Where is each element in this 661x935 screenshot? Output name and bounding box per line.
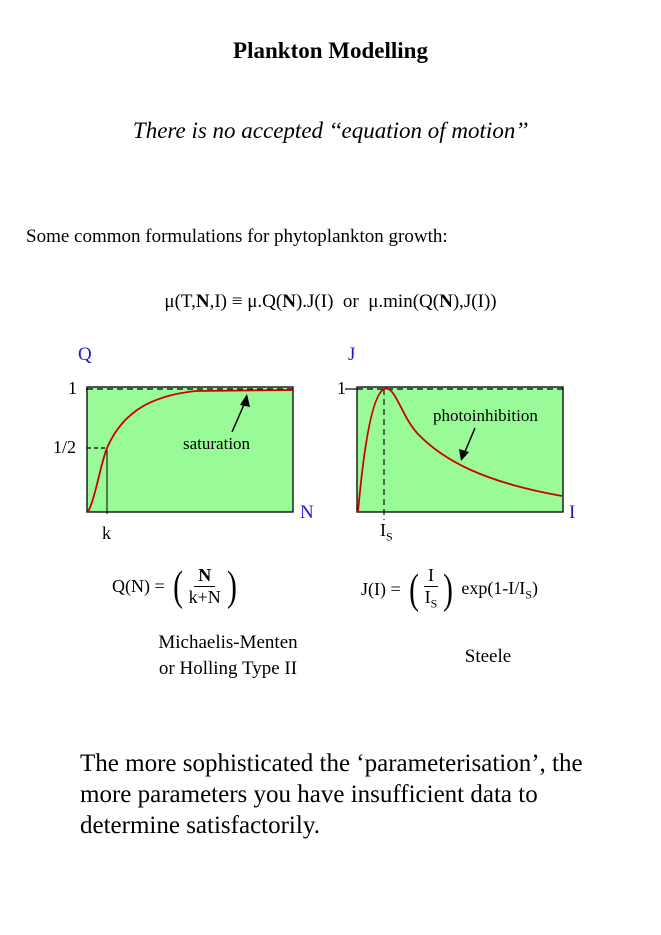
j-rhs-main: exp(1-I/I	[461, 577, 526, 598]
q-frac-num: N	[194, 565, 215, 587]
j-formula	[361, 565, 538, 615]
q-formula-close-paren: )	[226, 563, 237, 610]
j-tick-one: 1	[337, 378, 346, 398]
q-frac-den: k+N	[188, 587, 221, 607]
intro-text: Some common formulations for phytoplankton growth:	[26, 226, 448, 247]
saturation-label: saturation	[183, 434, 251, 453]
j-formula-close-paren: )	[443, 566, 454, 613]
eq-part-3: ).J(I) or μ.min(Q(	[295, 291, 440, 312]
q-tick-one: 1	[68, 378, 77, 398]
j-formula-fraction	[421, 565, 442, 615]
eq-n-2: N	[282, 291, 296, 312]
q-formula-lhs: Q(N) =	[112, 576, 165, 596]
eq-part-1: μ(T,	[164, 291, 196, 312]
j-formula-lhs: J(I) =	[361, 579, 401, 600]
michaelis-caption-line2: or Holling Type II	[158, 658, 298, 679]
eq-part-4: ),J(I))	[452, 291, 497, 312]
eq-part-2: ,I) ≡ μ.Q(	[209, 291, 283, 312]
j-frac-den-sub: S	[430, 596, 438, 611]
growth-equation	[0, 291, 661, 313]
j-rhs-sub: S	[525, 587, 532, 602]
subtitle: There is no accepted ‘‘equation of motion’’	[132, 118, 529, 143]
page-title: Plankton Modelling	[233, 38, 428, 63]
j-formula-rhs	[461, 578, 538, 603]
q-axis-label: Q	[78, 344, 92, 365]
i-axis-label: I	[569, 502, 576, 523]
is-tick-sub: S	[386, 529, 393, 544]
n-axis-label: N	[300, 502, 314, 523]
q-formula	[112, 565, 239, 608]
j-axis-label: J	[348, 344, 356, 365]
k-tick: k	[102, 523, 111, 543]
steele-caption: Steele	[464, 646, 512, 667]
q-formula-open-paren: (	[172, 563, 183, 610]
michaelis-caption-line1: Michaelis-Menten	[158, 632, 298, 653]
j-frac-den	[421, 587, 442, 615]
is-tick-main: I	[380, 520, 386, 540]
j-frac-num: I	[424, 565, 438, 587]
michaelis-caption	[128, 630, 328, 682]
j-frac-den-main: I	[424, 587, 431, 607]
closing-statement: The more sophisticated the ‘parameterisation’, the more parameters you have insufficient data to determine satisfactorily.	[80, 750, 583, 839]
q-tick-half: 1/2	[53, 437, 77, 457]
photoinhibition-label: photoinhibition	[433, 406, 538, 425]
j-rhs-end: )	[531, 577, 538, 598]
eq-n-1: N	[195, 291, 210, 312]
eq-n-3: N	[439, 291, 453, 312]
q-formula-fraction	[185, 565, 225, 608]
j-formula-open-paren: (	[408, 566, 419, 613]
